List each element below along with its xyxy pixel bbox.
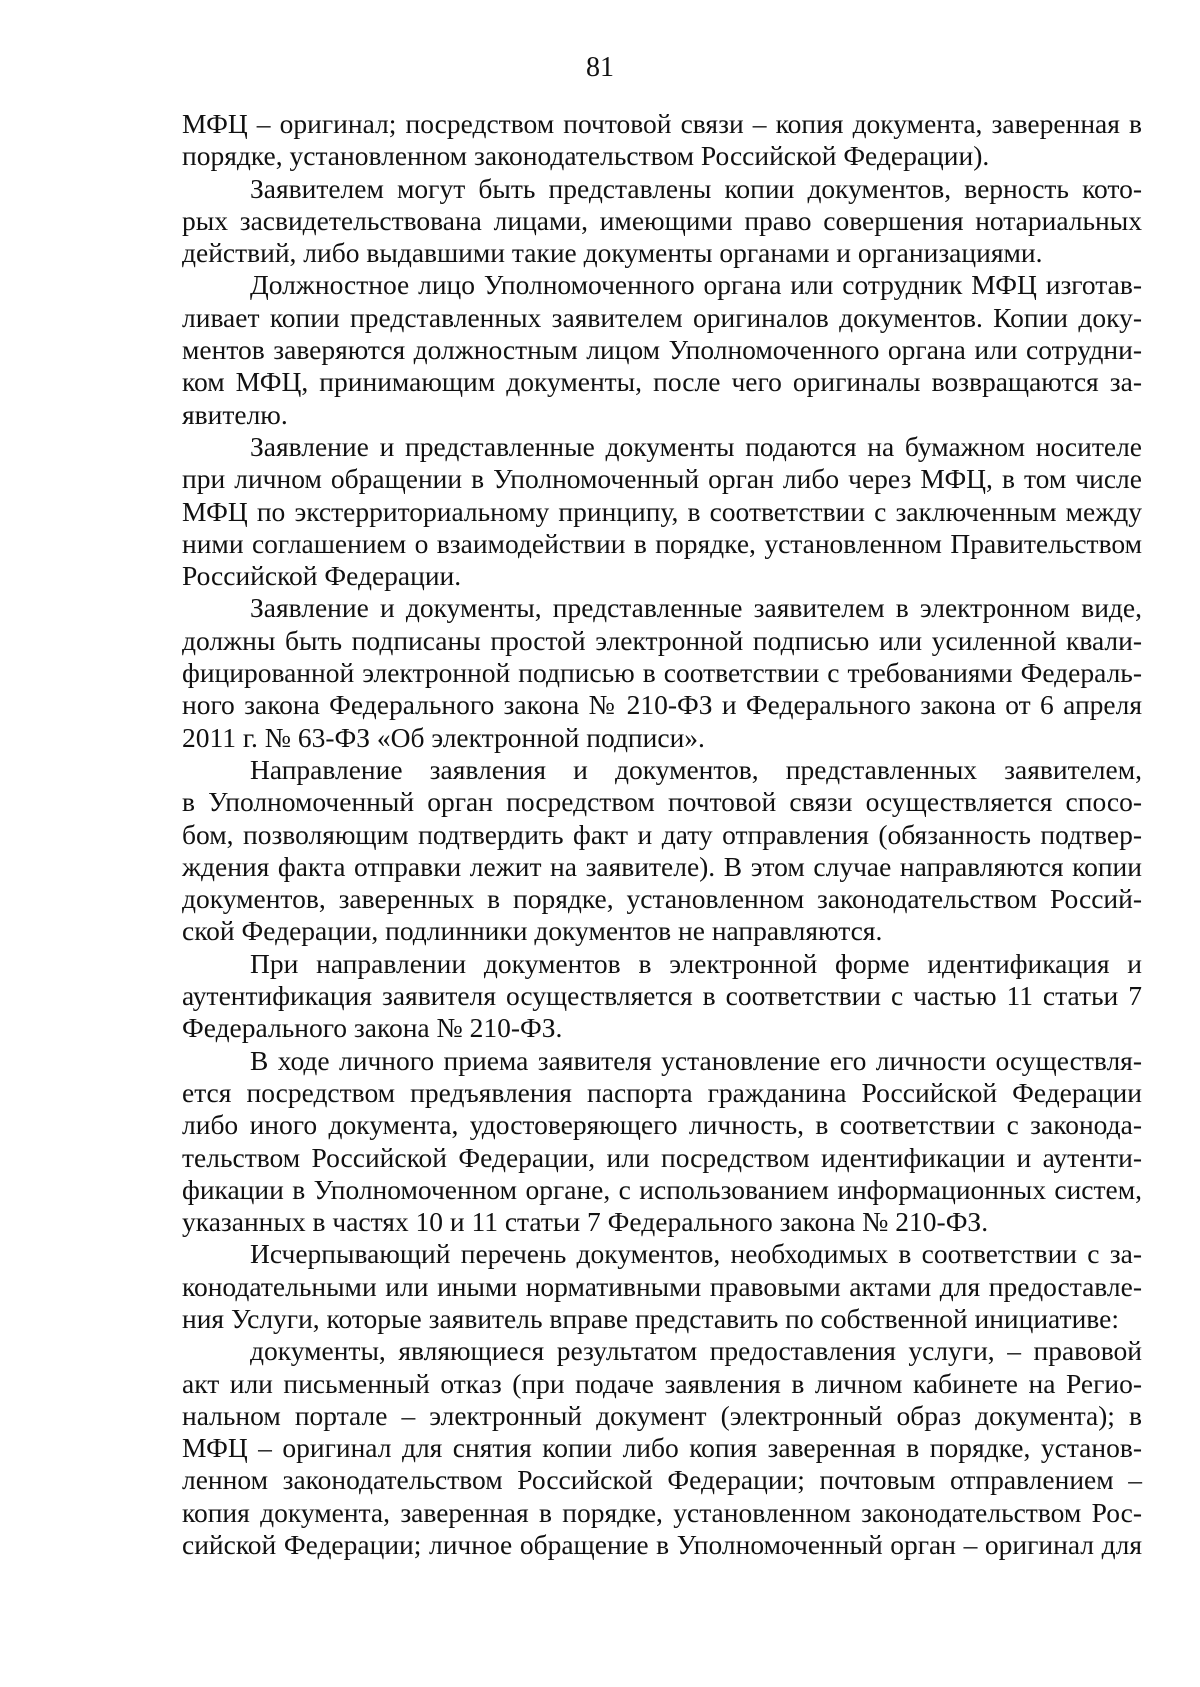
text-line: МФЦ – оригинал; посредством почтовой связи – копия документа, заверенная в — [182, 108, 1142, 139]
text-line: МФЦ по экстерриториальному принципу, в соответствии с заключенным между — [182, 495, 1142, 527]
text-line: 2011 г. № 63-ФЗ «Об электронной подписи». — [182, 721, 705, 753]
text-line: действий, либо выдавшими такие документы органами и организациями. — [182, 237, 1043, 269]
text-line: Российской Федерации. — [182, 560, 462, 592]
text-line: ния Услуги, которые заявитель вправе представить по собственной инициативе: — [182, 1302, 1119, 1334]
text-line: ментов заверяются должностным лицом Уполномоченного органа или сотрудни- — [182, 334, 1142, 366]
text-line: ждения факта отправки лежит на заявителе). В этом случае направляются копии — [182, 850, 1142, 882]
text-line: копия документа, заверенная в порядке, установленном законодательством Рос- — [182, 1496, 1142, 1528]
text-line: сийской Федерации; личное обращение в Уполномоченный орган – оригинал для — [182, 1529, 1142, 1561]
text-line: рых засвидетельствована лицами, имеющими право совершения нотариальных — [182, 204, 1142, 236]
text-line: фицированной электронной подписью в соответствии с требованиями Федераль- — [182, 657, 1142, 689]
text-line: Заявителем могут быть представлены копии документов, верность кото- — [250, 172, 1142, 204]
text-line: тельством Российской Федерации, или посредством идентификации и аутенти- — [182, 1141, 1142, 1173]
text-line: конодательными или иными нормативными правовыми актами для предоставле- — [182, 1270, 1142, 1302]
text-line: нальном портале – электронный документ (электронный образ документа); в — [182, 1399, 1142, 1431]
text-line: При направлении документов в электронной форме идентификация и — [250, 947, 1142, 979]
text-line: Федерального закона № 210-ФЗ. — [182, 1012, 563, 1044]
text-line: порядке, установленном законодательством Российской Федерации). — [182, 140, 990, 172]
text-line: ской Федерации, подлинники документов не направляются. — [182, 915, 883, 947]
page-number: 81 — [586, 52, 614, 83]
body-text — [182, 108, 1142, 1561]
text-line: явителю. — [182, 398, 288, 430]
text-line: должны быть подписаны простой электронной подписью или усиленной квали- — [182, 624, 1142, 656]
text-line: в Уполномоченный орган посредством почтовой связи осуществляется спосо- — [182, 786, 1142, 818]
text-line: Направление заявления и документов, представленных заявителем, — [250, 753, 1142, 785]
text-line: ленном законодательством Российской Федерации; почтовым отправлением – — [182, 1464, 1142, 1496]
text-line: документов, заверенных в порядке, установленном законодательством Россий- — [182, 883, 1142, 915]
text-line: либо иного документа, удостоверяющего личность, в соответствии с законода- — [182, 1109, 1142, 1141]
text-line: бом, позволяющим подтвердить факт и дату отправления (обязанность подтвер- — [182, 818, 1142, 850]
text-line: ком МФЦ, принимающим документы, после чего оригиналы возвращаются за- — [182, 366, 1142, 398]
text-line: ними соглашением о взаимодействии в порядке, установленном Правительством — [182, 527, 1142, 559]
text-line: Исчерпывающий перечень документов, необходимых в соответствии с за- — [250, 1238, 1142, 1270]
text-line: МФЦ – оригинал для снятия копии либо копия заверенная в порядке, установ- — [182, 1432, 1142, 1464]
text-line: Заявление и представленные документы подаются на бумажном носителе — [250, 430, 1142, 462]
text-line: ного закона Федерального закона № 210-ФЗ и Федерального закона от 6 апреля — [182, 689, 1142, 721]
text-line: документы, являющиеся результатом предоставления услуги, – правовой — [250, 1335, 1142, 1367]
text-line: ливает копии представленных заявителем оригиналов документов. Копии доку- — [182, 301, 1142, 333]
text-line: указанных в частях 10 и 11 статьи 7 Федерального закона № 210-ФЗ. — [182, 1206, 989, 1238]
text-line: акт или письменный отказ (при подаче заявления в личном кабинете на Регио- — [182, 1367, 1142, 1399]
text-line: ется посредством предъявления паспорта гражданина Российской Федерации — [182, 1076, 1142, 1108]
text-line: В ходе личного приема заявителя установление его личности осуществля- — [250, 1044, 1142, 1076]
text-line: при личном обращении в Уполномоченный орган либо через МФЦ, в том числе — [182, 463, 1142, 495]
text-line: Должностное лицо Уполномоченного органа или сотрудник МФЦ изготав- — [250, 269, 1142, 301]
text-line: аутентификация заявителя осуществляется в соответствии с частью 11 статьи 7 — [182, 980, 1142, 1012]
text-line: фикации в Уполномоченном органе, с использованием информационных систем, — [182, 1173, 1142, 1205]
text-line: Заявление и документы, представленные заявителем в электронном виде, — [250, 592, 1142, 624]
